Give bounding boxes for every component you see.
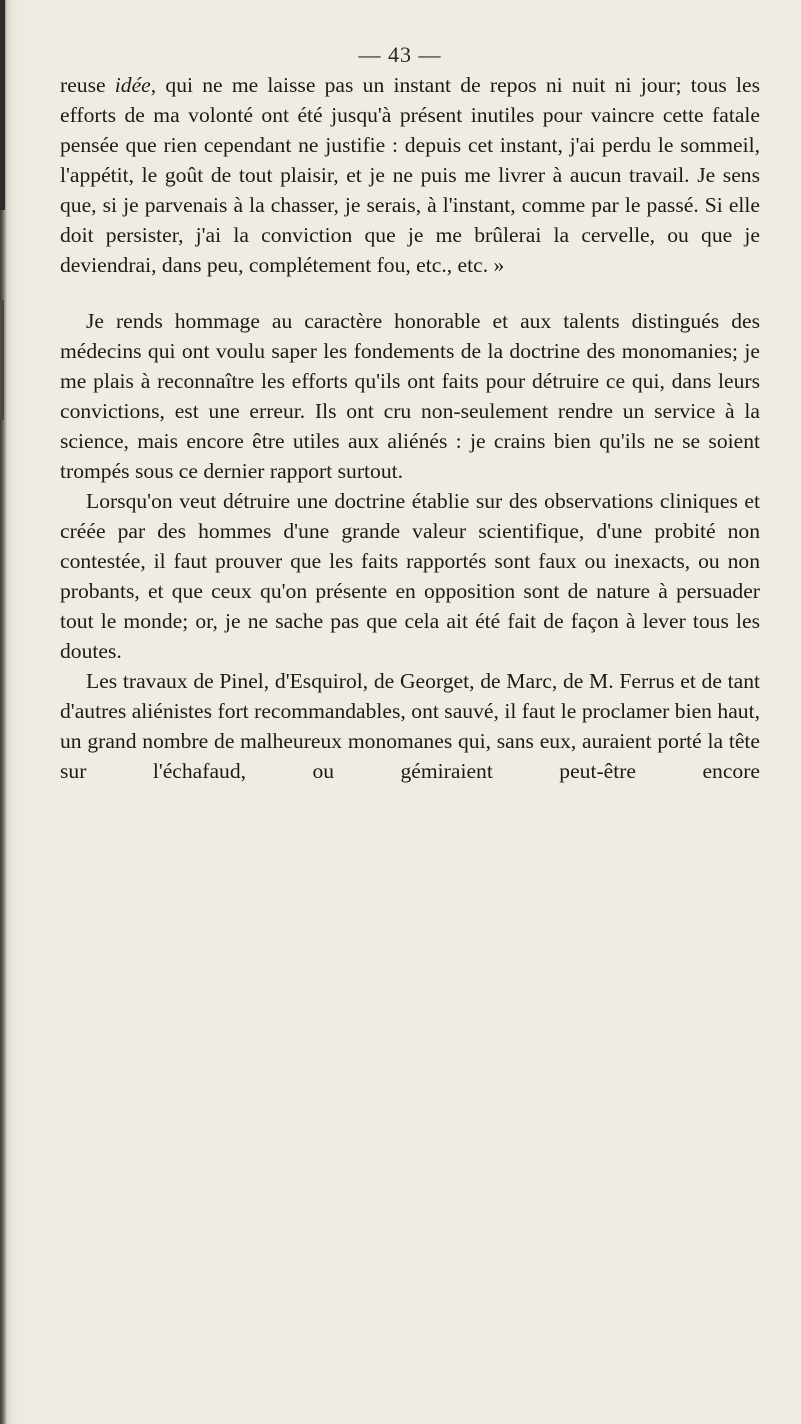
paragraph-4: Les travaux de Pinel, d'Esquirol, de Georget, de Marc, de M. Ferrus et de tant d'autres aliénistes fort recommandables, ont sauvé, il faut le proclamer bien haut, un grand nombre de malheureux monomanes qui, sans eux, auraient porté la tête sur l'échafaud, ou gémiraient peut-être encore <box>60 669 760 783</box>
paragraph-gap <box>60 280 760 306</box>
paragraph-1 <box>60 70 760 280</box>
page-number: — 43 — <box>358 42 442 67</box>
paragraph-1-lead: reuse <box>60 73 115 97</box>
paragraph-3: Lorsqu'on veut détruire une doctrine établie sur des observations cliniques et créée par des hommes d'une grande valeur scientifique, d'une probité non contestée, il faut prouver que les faits rapportés sont faux ou inexacts, ou non probants, et que ceux qu'on présente en opposition sont de nature à persuader tout le monde; or, je ne sache pas que cela ait été fait de façon à lever tous les doutes. <box>60 489 760 663</box>
paragraph-1-text: , qui ne me laisse pas un instant de repos ni nuit ni jour; tous les efforts de ma volonté ont été jusqu'à présent inutiles pour vaincre cette fatale pensée que rien cependant ne justifie : depuis cet instant, j'ai perdu le sommeil, l'appétit, le goût de tout plaisir, et je ne puis me livrer à aucun travail. Je sens que, si je parvenais à la chasser, je serais, à l'instant, comme par le passé. Si elle doit persister, j'ai la conviction que je me brûlerai la cervelle, ou que je deviendrai, dans peu, complétement fou, etc., etc. » <box>60 73 760 277</box>
paragraph-1-italic-word: idée <box>114 73 151 97</box>
spine-shadow-mid <box>0 300 4 420</box>
paragraph-2: Je rends hommage au caractère honorable et aux talents distingués des médecins qui ont voulu saper les fondements de la doctrine des monomanies; je me plais à reconnaître les efforts qu'ils ont faits pour détruire ce qui, dans leurs convictions, est une erreur. Ils ont cru non-seulement rendre un service à la science, mais encore être utiles aux aliénés : je crains bien qu'ils ne se soient trompés sous ce dernier rapport surtout. <box>60 309 760 483</box>
spine-shadow-top <box>0 0 5 210</box>
body-text <box>60 70 760 786</box>
